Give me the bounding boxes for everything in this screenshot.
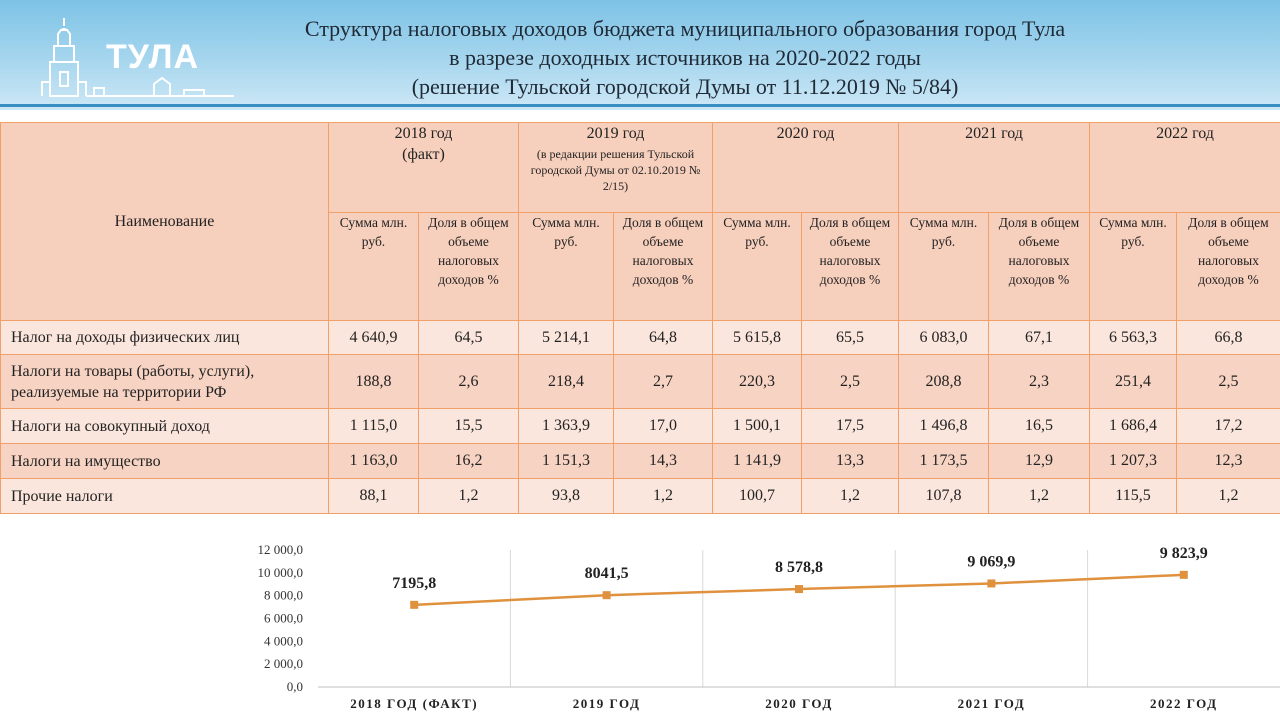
share-cell: 17,0 — [614, 409, 713, 444]
data-label: 8 578,8 — [775, 559, 823, 577]
year-header-2021: 2021 год — [899, 123, 1090, 213]
sum-header: Сумма млн. руб. — [899, 213, 989, 321]
sum-cell: 1 141,9 — [713, 444, 802, 479]
data-label: 9 823,9 — [1159, 544, 1208, 562]
year-header-2018 — [329, 123, 519, 213]
year-header-2022: 2022 год — [1090, 123, 1280, 213]
sum-cell: 1 363,9 — [519, 409, 614, 444]
sum-cell: 88,1 — [329, 479, 419, 514]
share-header: Доля в общем объеме налоговых доходов % — [802, 213, 899, 321]
sum-header: Сумма млн. руб. — [519, 213, 614, 321]
share-cell: 15,5 — [419, 409, 519, 444]
data-point — [795, 585, 803, 593]
sum-cell: 1 207,3 — [1090, 444, 1177, 479]
sum-cell: 6 563,3 — [1090, 321, 1177, 355]
table-row — [1, 409, 1280, 444]
page-title — [240, 14, 1130, 101]
sum-cell: 220,3 — [713, 355, 802, 409]
row-name: Налоги на совокупный доход — [1, 409, 329, 444]
sum-cell: 1 496,8 — [899, 409, 989, 444]
share-cell: 1,2 — [614, 479, 713, 514]
y-tick-label: 8 000,0 — [264, 587, 303, 603]
share-cell: 17,2 — [1177, 409, 1280, 444]
sum-header: Сумма млн. руб. — [713, 213, 802, 321]
share-cell: 2,5 — [802, 355, 899, 409]
y-tick-label: 2 000,0 — [264, 656, 303, 672]
share-cell: 14,3 — [614, 444, 713, 479]
share-cell: 67,1 — [989, 321, 1090, 355]
sum-cell: 251,4 — [1090, 355, 1177, 409]
share-cell: 64,8 — [614, 321, 713, 355]
data-point — [410, 601, 418, 609]
year-header-2019 — [519, 123, 713, 213]
share-cell: 2,3 — [989, 355, 1090, 409]
x-tick-label: 2020 ГОД — [765, 696, 833, 711]
sum-header: Сумма млн. руб. — [329, 213, 419, 321]
data-label: 8041,5 — [584, 565, 629, 583]
table-body — [1, 321, 1280, 514]
x-tick-label: 2021 ГОД — [957, 696, 1026, 711]
x-tick-label: 2019 ГОД — [572, 696, 641, 711]
tax-structure-table — [0, 122, 1280, 514]
table-row — [1, 355, 1280, 409]
y-tick-label: 6 000,0 — [264, 610, 303, 626]
sum-cell: 208,8 — [899, 355, 989, 409]
sum-cell: 1 115,0 — [329, 409, 419, 444]
x-tick-label: 2018 ГОД (ФАКТ) — [350, 696, 479, 711]
year-header-2020: 2020 год — [713, 123, 899, 213]
sum-cell: 5 615,8 — [713, 321, 802, 355]
sum-cell: 1 163,0 — [329, 444, 419, 479]
data-label: 7195,8 — [392, 574, 437, 592]
y-tick-label: 10 000,0 — [257, 564, 303, 580]
year-label: 2018 год — [394, 125, 453, 142]
share-cell: 12,9 — [989, 444, 1090, 479]
year-label: 2019 год — [586, 125, 645, 142]
data-point — [603, 591, 611, 599]
share-header: Доля в общем объеме налоговых доходов % — [1177, 213, 1280, 321]
share-cell: 2,6 — [419, 355, 519, 409]
chart-svg — [230, 540, 1280, 720]
row-name: Налог на доходы физических лиц — [1, 321, 329, 355]
table-row — [1, 444, 1280, 479]
share-cell: 1,2 — [802, 479, 899, 514]
share-cell: 64,5 — [419, 321, 519, 355]
year-sub-note: (в редакции решения Тульской городской Думы от 02.10.2019 № 2/15) — [530, 147, 701, 193]
title-line-2: в разрезе доходных источников на 2020-2022 годы — [449, 45, 921, 70]
sum-cell: 218,4 — [519, 355, 614, 409]
share-cell: 16,5 — [989, 409, 1090, 444]
share-cell: 1,2 — [1177, 479, 1280, 514]
share-cell: 12,3 — [1177, 444, 1280, 479]
share-cell: 65,5 — [802, 321, 899, 355]
sum-cell: 100,7 — [713, 479, 802, 514]
table-row — [1, 321, 1280, 355]
data-point — [987, 579, 995, 587]
share-header: Доля в общем объеме налоговых доходов % — [419, 213, 519, 321]
sum-cell: 6 083,0 — [899, 321, 989, 355]
row-name: Налоги на имущество — [1, 444, 329, 479]
x-tick-label: 2022 ГОД — [1149, 696, 1218, 711]
sum-cell: 1 173,5 — [899, 444, 989, 479]
share-cell: 16,2 — [419, 444, 519, 479]
share-cell: 66,8 — [1177, 321, 1280, 355]
share-cell: 17,5 — [802, 409, 899, 444]
data-point — [1180, 571, 1188, 579]
name-column-header: Наименование — [1, 123, 329, 321]
sum-header: Сумма млн. руб. — [1090, 213, 1177, 321]
banner-divider — [0, 104, 1280, 107]
sum-cell: 1 500,1 — [713, 409, 802, 444]
row-name: Прочие налоги — [1, 479, 329, 514]
revenue-line-chart — [230, 540, 1280, 720]
sum-cell: 115,5 — [1090, 479, 1177, 514]
share-cell: 2,7 — [614, 355, 713, 409]
header-banner — [0, 0, 1280, 110]
share-cell: 1,2 — [419, 479, 519, 514]
sum-cell: 4 640,9 — [329, 321, 419, 355]
logo-text: ТУЛА — [106, 38, 200, 76]
sum-cell: 1 151,3 — [519, 444, 614, 479]
sum-cell: 107,8 — [899, 479, 989, 514]
share-header: Доля в общем объеме налоговых доходов % — [614, 213, 713, 321]
share-cell: 2,5 — [1177, 355, 1280, 409]
title-line-3: (решение Тульской городской Думы от 11.12.2019 № 5/84) — [411, 74, 959, 99]
share-header: Доля в общем объеме налоговых доходов % — [989, 213, 1090, 321]
sum-cell: 1 686,4 — [1090, 409, 1177, 444]
title-line-1: Структура налоговых доходов бюджета муниципального образования город Тула — [304, 16, 1066, 41]
sum-cell: 188,8 — [329, 355, 419, 409]
share-cell: 13,3 — [802, 444, 899, 479]
table-row — [1, 479, 1280, 514]
data-label: 9 069,9 — [967, 553, 1016, 571]
row-name: Налоги на товары (работы, услуги), реализуемые на территории РФ — [1, 355, 329, 409]
y-tick-label: 0,0 — [286, 679, 303, 694]
sum-cell: 93,8 — [519, 479, 614, 514]
y-tick-label: 12 000,0 — [257, 542, 303, 557]
share-cell: 1,2 — [989, 479, 1090, 514]
year-note: (факт) — [402, 146, 445, 163]
sum-cell: 5 214,1 — [519, 321, 614, 355]
y-tick-label: 4 000,0 — [264, 633, 303, 649]
